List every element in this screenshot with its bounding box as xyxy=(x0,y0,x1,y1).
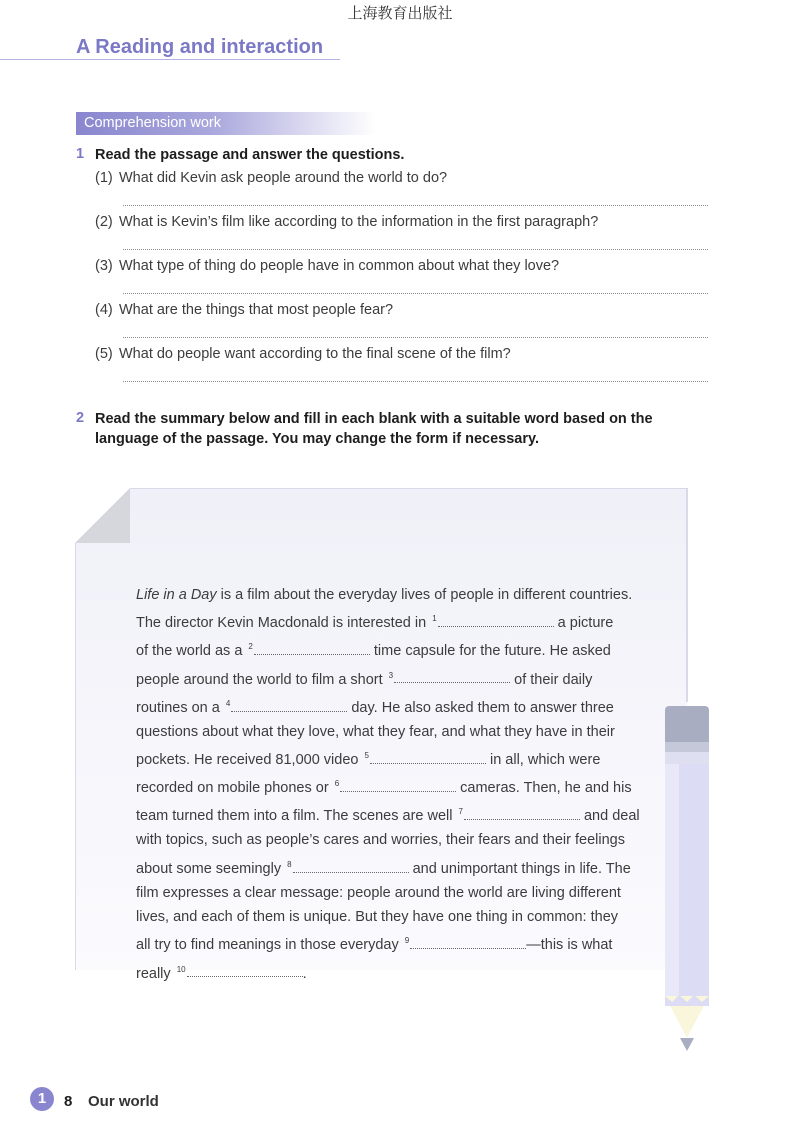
summary-line xyxy=(136,583,656,607)
summary-line xyxy=(136,772,656,800)
summary-line xyxy=(136,853,656,881)
answer-line-4[interactable] xyxy=(123,337,708,338)
blank-number: 8 xyxy=(287,859,292,869)
summary-paragraph xyxy=(136,583,656,986)
fill-in-blank[interactable] xyxy=(394,668,510,683)
summary-text-segment: and unimportant things in life. The xyxy=(408,860,631,877)
summary-text-segment: cameras. Then, he and his xyxy=(456,780,632,797)
summary-line xyxy=(136,607,656,635)
blank-number: 1 xyxy=(432,614,437,624)
fill-in-blank[interactable] xyxy=(340,777,456,792)
summary-text-segment: recorded on mobile phones or xyxy=(136,780,333,797)
summary-text-segment: in all, which were xyxy=(485,751,601,768)
fill-in-blank[interactable] xyxy=(410,934,526,949)
summary-line xyxy=(136,744,656,772)
summary-line xyxy=(136,692,656,720)
fill-in-blank[interactable] xyxy=(464,805,580,820)
sub-question-4 xyxy=(95,302,393,318)
fill-in-blank[interactable] xyxy=(370,749,486,764)
blank-number: 7 xyxy=(458,807,463,817)
sub-question-number: (4) xyxy=(95,302,113,318)
section-title: A Reading and interaction xyxy=(76,36,324,58)
sub-question-number: (2) xyxy=(95,214,113,230)
blank-number: 5 xyxy=(364,751,369,761)
sub-question-text: What did Kevin ask people around the world to do? xyxy=(119,170,448,186)
sub-question-text: What are the things that most people fear? xyxy=(119,302,394,318)
summary-text-segment: time capsule for the future. He asked xyxy=(369,643,611,660)
summary-line xyxy=(136,958,656,986)
summary-text-segment: film expresses a clear message: people around the world are living different xyxy=(136,884,621,901)
sub-question-text: What type of thing do people have in common about what they love? xyxy=(119,258,560,274)
summary-text-segment: questions about what they love, what they fear, and what they have in their xyxy=(136,723,615,740)
question-1-number: 1 xyxy=(76,146,85,162)
summary-text-segment: a picture xyxy=(553,615,614,632)
summary-text-segment: pockets. He received 81,000 video xyxy=(136,751,363,768)
sub-question-1 xyxy=(95,170,447,186)
fill-in-blank[interactable] xyxy=(254,640,370,655)
film-title: Life in a Day xyxy=(136,587,217,603)
fill-in-blank[interactable] xyxy=(187,962,303,977)
fill-in-blank[interactable] xyxy=(231,697,347,712)
blank-number: 9 xyxy=(404,936,410,946)
publisher-name: 上海教育出版社 xyxy=(347,4,453,22)
pencil-icon xyxy=(664,706,710,1052)
unit-title: Our world xyxy=(88,1093,159,1110)
fill-in-blank[interactable] xyxy=(438,612,554,627)
summary-line xyxy=(136,929,656,957)
section-divider xyxy=(0,59,340,60)
blank-number: 10 xyxy=(176,964,186,974)
blank-number: 6 xyxy=(334,779,340,789)
summary-line xyxy=(136,905,656,929)
summary-text-segment: day. He also asked them to answer three xyxy=(347,699,614,716)
question-1-instruction: Read the passage and answer the questions. xyxy=(95,147,405,163)
summary-text-segment: all try to find meanings in those everyday xyxy=(136,937,403,954)
question-2-number: 2 xyxy=(76,410,85,426)
summary-line xyxy=(136,635,656,663)
summary-text-segment: routines on a xyxy=(136,699,224,716)
answer-line-3[interactable] xyxy=(123,293,708,294)
blank-number: 2 xyxy=(248,642,253,652)
summary-text-segment: and deal xyxy=(579,808,640,825)
summary-line xyxy=(136,720,656,744)
sub-question-text: What do people want according to the final scene of the film? xyxy=(119,346,511,362)
unit-badge: 1 xyxy=(30,1087,54,1111)
sub-question-number: (5) xyxy=(95,346,113,362)
summary-line xyxy=(136,828,656,852)
summary-text-segment: team turned them into a film. The scenes are well xyxy=(136,808,457,825)
subsection-banner xyxy=(76,112,376,135)
page-number: 8 xyxy=(64,1093,73,1110)
sub-question-2 xyxy=(95,214,598,230)
answer-line-5[interactable] xyxy=(123,381,708,382)
summary-line xyxy=(136,664,656,692)
answer-line-1[interactable] xyxy=(123,205,708,206)
question-2-instruction: Read the summary below and fill in each blank with a suitable word based on the language of the passage. You may change the form if necessary. xyxy=(95,411,653,447)
subsection-title: Comprehension work xyxy=(84,115,222,131)
sub-question-number: (1) xyxy=(95,170,113,186)
summary-text-segment: with topics, such as people’s cares and worries, their fears and their feelings xyxy=(136,832,625,849)
sub-question-3 xyxy=(95,258,559,274)
summary-text-segment: people around the world to film a short xyxy=(136,671,387,688)
fill-in-blank[interactable] xyxy=(293,858,409,873)
summary-text-segment: about some seemingly xyxy=(136,860,286,877)
sub-question-number: (3) xyxy=(95,258,113,274)
summary-text-segment: of the world as a xyxy=(136,643,247,660)
blank-number: 3 xyxy=(388,670,394,680)
blank-number: 4 xyxy=(225,698,231,708)
summary-line xyxy=(136,881,656,905)
summary-text-segment: —this is what xyxy=(526,937,613,954)
summary-text-segment: is a film about the everyday lives of people in different countries. xyxy=(216,587,633,603)
answer-line-2[interactable] xyxy=(123,249,708,250)
sub-question-text: What is Kevin’s film like according to the information in the first paragraph? xyxy=(119,214,599,230)
summary-text-segment: lives, and each of them is unique. But they have one thing in common: they xyxy=(136,909,619,926)
summary-line xyxy=(136,800,656,828)
summary-text-segment: The director Kevin Macdonald is interested in xyxy=(136,615,431,632)
summary-text-segment: . xyxy=(302,965,307,982)
sub-question-5 xyxy=(95,346,511,362)
summary-text-segment: of their daily xyxy=(510,671,593,688)
summary-text-segment: really xyxy=(136,965,175,982)
